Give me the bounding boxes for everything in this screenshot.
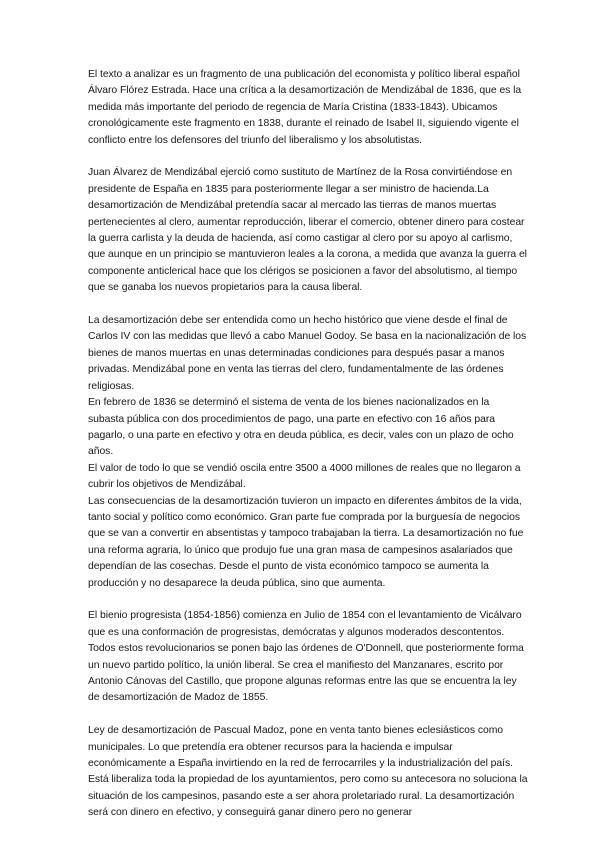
document-body — [88, 67, 528, 838]
paragraph-intro: El texto a analizar es un fragmento de una publicación del economista y político liberal español Álvaro Flórez Estrada. Hace una crítica a la desamortización de Mendizábal de 1836, que es la medida más importante del periodo de regencia de María Cristina (1833-1843). Ubicamos cronológicamente este fragmento en 1838, durante el reinado de Isabel II, siguiendo vigente el conflicto entre los defensores del triunfo del liberalismo y los absolutistas. — [88, 69, 522, 146]
paragraph-consecuencias: Las consecuencias de la desamortización tuvieron un impacto en diferentes ámbitos de la vida, tanto social y político como económico. Gran parte fue comprada por la burguesía de negocios que se van a convertir en absentistas y tampoco trabajaban la tierra. La desamortización no fue una reforma agraria, lo único que produjo fue una gran masa de campesinos asalariados que dependían de las cosechas. Desde el punto de vista económico tampoco se aumenta la producción y no desaparece la deuda pública, sino que aumenta. — [88, 495, 524, 589]
paragraph-desamortizacion-origen: La desamortización debe ser entendida como un hecho histórico que viene desde el final de Carlos IV con las medidas que llevó a cabo Manuel Godoy. Se basa en la nacionalización de los bienes de manos muertas en unas determinadas condiciones para después pasar a manos privadas. Mendizábal pone en venta las tierras del clero, fundamentalmente de las órdenes religiosas. — [88, 315, 527, 392]
paragraph-mendizabal: Juan Álvarez de Mendizábal ejerció como sustituto de Martínez de la Rosa convirtiéndose en presidente de España en 1835 para posteriormente llegar a ser ministro de hacienda.La desamortización de Mendizábal pretendía sacar al mercado las tierras de manos muertas pertenecientes al clero, aumentar reproducción, liberar el comercio, obtener dinero para costear la guerra carlista y la deuda de hacienda, así como castigar al clero por su apoyo al carlismo, que aunque en un principio se mantuvieron leales a la corona, a medida que avanza la guerra el componente anticlerical hace que los clérigos se posicionen a favor del absolutismo, al tiempo que se ganaba los nuevos propietarios para la causa liberal. — [88, 167, 527, 294]
paragraph-valor-vendido: El valor de todo lo que se vendió oscila entre 3500 a 4000 millones de reales que no llegaron a cubrir los objetivos de Mendizábal. — [88, 462, 521, 491]
paragraph-bienio-progresista: El bienio progresista (1854-1856) comienza en Julio de 1854 con el levantamiento de Vicálvaro que es una conformación de progresistas, demócratas y algunos moderados descontentos. Todos estos revolucionarios se ponen bajo las órdenes de O'Donnell, que posteriormente forma un nuevo partido político, la unión liberal. Se crea el manifiesto del Manzanares, escrito por Antonio Cánovas del Castillo, que propone algunas reformas entre las que se encuentra la ley de desamortización de Madoz de 1855. — [88, 610, 524, 704]
paragraph-venta-1836: En febrero de 1836 se determinó el sistema de venta de los bienes nacionalizados en la subasta pública con dos procedimientos de pago, una parte en efectivo con 16 años para pagarlo, o una parte en efectivo y otra en deuda pública, es decir, vales con un plazo de ocho años. — [88, 397, 514, 458]
paragraph-ley-madoz: Ley de desamortización de Pascual Madoz, pone en venta tanto bienes eclesiásticos como municipales. Lo que pretendía era obtener recursos para la hacienda e impulsar económicamente a España invirtiendo en la red de ferrocarriles y la industrialización del país. Está liberaliza toda la propiedad de los ayuntamientos, pero como su antecesora no soluciona la situación de los campesinos, pasando este a ser ahora proletariado rural. La desamortización será con dinero en efectivo, y conseguirá ganar dinero pero no generar — [88, 725, 528, 819]
paragraph-group-desamortizacion — [88, 313, 528, 592]
